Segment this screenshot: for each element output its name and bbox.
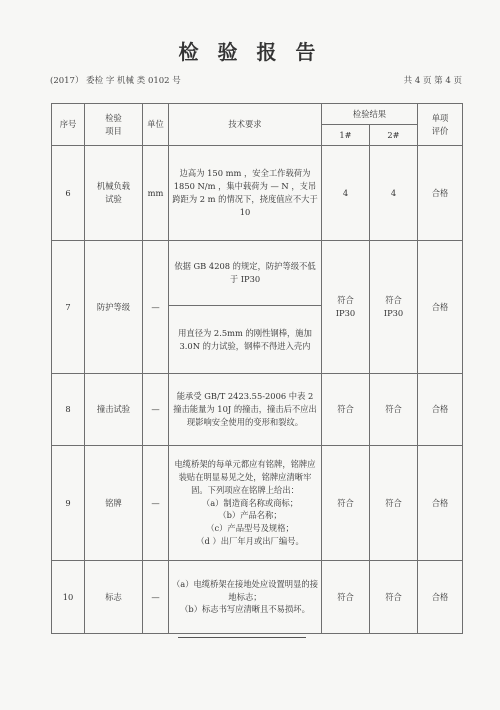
- row-result-1: [322, 241, 370, 374]
- list-item: （d ）出厂年月或出厂编号。: [196, 536, 304, 547]
- row-result-2: 4: [370, 146, 418, 241]
- row-evaluation: 合格: [418, 146, 463, 241]
- table-row: [52, 374, 463, 446]
- requirement-list: [172, 497, 318, 548]
- row-evaluation: 合格: [418, 241, 463, 374]
- list-item: （b）标志书写应清晰且不易损坏。: [180, 604, 310, 615]
- row-result-2: 符合: [370, 374, 418, 446]
- table-row: [52, 146, 463, 241]
- row-unit: —: [143, 561, 169, 634]
- row-requirement-b: 用直径为 2.5mm 的刚性钢棒，施加 3.0N 的力试验，钢棒不得进入壳内: [169, 306, 322, 374]
- row-result-2: 符合: [370, 561, 418, 634]
- row-requirement: 边高为 150 mm ，安全工作载荷为 1850 N/m ，集中载荷为 — N ，支吊跨距为 2 m 的情况下，挠度值应不大于 10: [169, 146, 322, 241]
- row-result-1: 符合: [322, 374, 370, 446]
- end-of-report-line: [178, 637, 306, 638]
- table-row: [52, 561, 463, 634]
- report-reference-number: (2017） 委检 字 机械 类 0102 号: [50, 76, 181, 86]
- table-row: [52, 241, 463, 306]
- header-item-text: 检验 项目: [105, 112, 122, 136]
- header-evaluation: [418, 104, 463, 146]
- header-unit: 单位: [143, 104, 169, 146]
- row-result-2-text: 符合 IP30: [383, 295, 404, 318]
- header-item: [85, 104, 143, 146]
- row-item: [85, 146, 143, 241]
- row-unit: —: [143, 241, 169, 374]
- row-requirement-a: 依据 GB 4208 的规定，防护等级不低于 IP30: [169, 241, 322, 306]
- requirement-intro: 电缆桥架的每单元都应有铭牌，铭牌应装贴在明显易见之处，铭牌应清晰牢固。下列项应在铭牌上给出：: [174, 458, 316, 495]
- row-item: 防护等级: [85, 241, 143, 374]
- row-item: 铭牌: [85, 446, 143, 561]
- row-evaluation: 合格: [418, 561, 463, 634]
- list-item: （b）产品名称；: [218, 510, 282, 521]
- inspection-table: [51, 103, 463, 634]
- header-seq: 序号: [52, 104, 85, 146]
- row-seq: 10: [52, 561, 85, 634]
- header-row: [52, 104, 463, 125]
- row-requirement: 能承受 GB/T 2423.55-2006 中表 2 撞击能量为 10J 的撞击，撞击后不应出现影响安全使用的变形和裂纹。: [169, 374, 322, 446]
- list-item: （a）制造商名称或商标；: [201, 497, 299, 508]
- row-seq: 7: [52, 241, 85, 374]
- list-item: （a）电缆桥架在接地处应设置明显的接地标志；: [172, 578, 318, 602]
- header-evaluation-text: 单项 评价: [431, 112, 449, 136]
- row-unit: —: [143, 374, 169, 446]
- row-result-2: [370, 241, 418, 374]
- page-info: 共 4 页 第 4 页: [403, 76, 462, 86]
- row-result-1: 符合: [322, 446, 370, 561]
- row-seq: 6: [52, 146, 85, 241]
- row-result-1: 4: [322, 146, 370, 241]
- row-seq: 9: [52, 446, 85, 561]
- row-evaluation: 合格: [418, 446, 463, 561]
- row-unit: mm: [143, 146, 169, 241]
- row-result-1: 符合: [322, 561, 370, 634]
- header-sample-2: 2#: [370, 125, 418, 146]
- report-title: 检 验 报 告: [178, 40, 322, 64]
- header-sample-1: 1#: [322, 125, 370, 146]
- row-result-1-text: 符合 IP30: [335, 295, 356, 318]
- table-row: [52, 446, 463, 561]
- header-result: 检验结果: [322, 104, 418, 125]
- row-evaluation: 合格: [418, 374, 463, 446]
- row-seq: 8: [52, 374, 85, 446]
- row-item: 标志: [85, 561, 143, 634]
- list-item: （c）产品型号及规格；: [206, 523, 294, 534]
- row-unit: —: [143, 446, 169, 561]
- row-requirement: [169, 446, 322, 561]
- row-item-text: 机械负载 试验: [96, 181, 131, 204]
- header-requirement: 技术要求: [169, 104, 322, 146]
- row-result-2: 符合: [370, 446, 418, 561]
- row-item: 撞击试验: [85, 374, 143, 446]
- row-requirement: [169, 561, 322, 634]
